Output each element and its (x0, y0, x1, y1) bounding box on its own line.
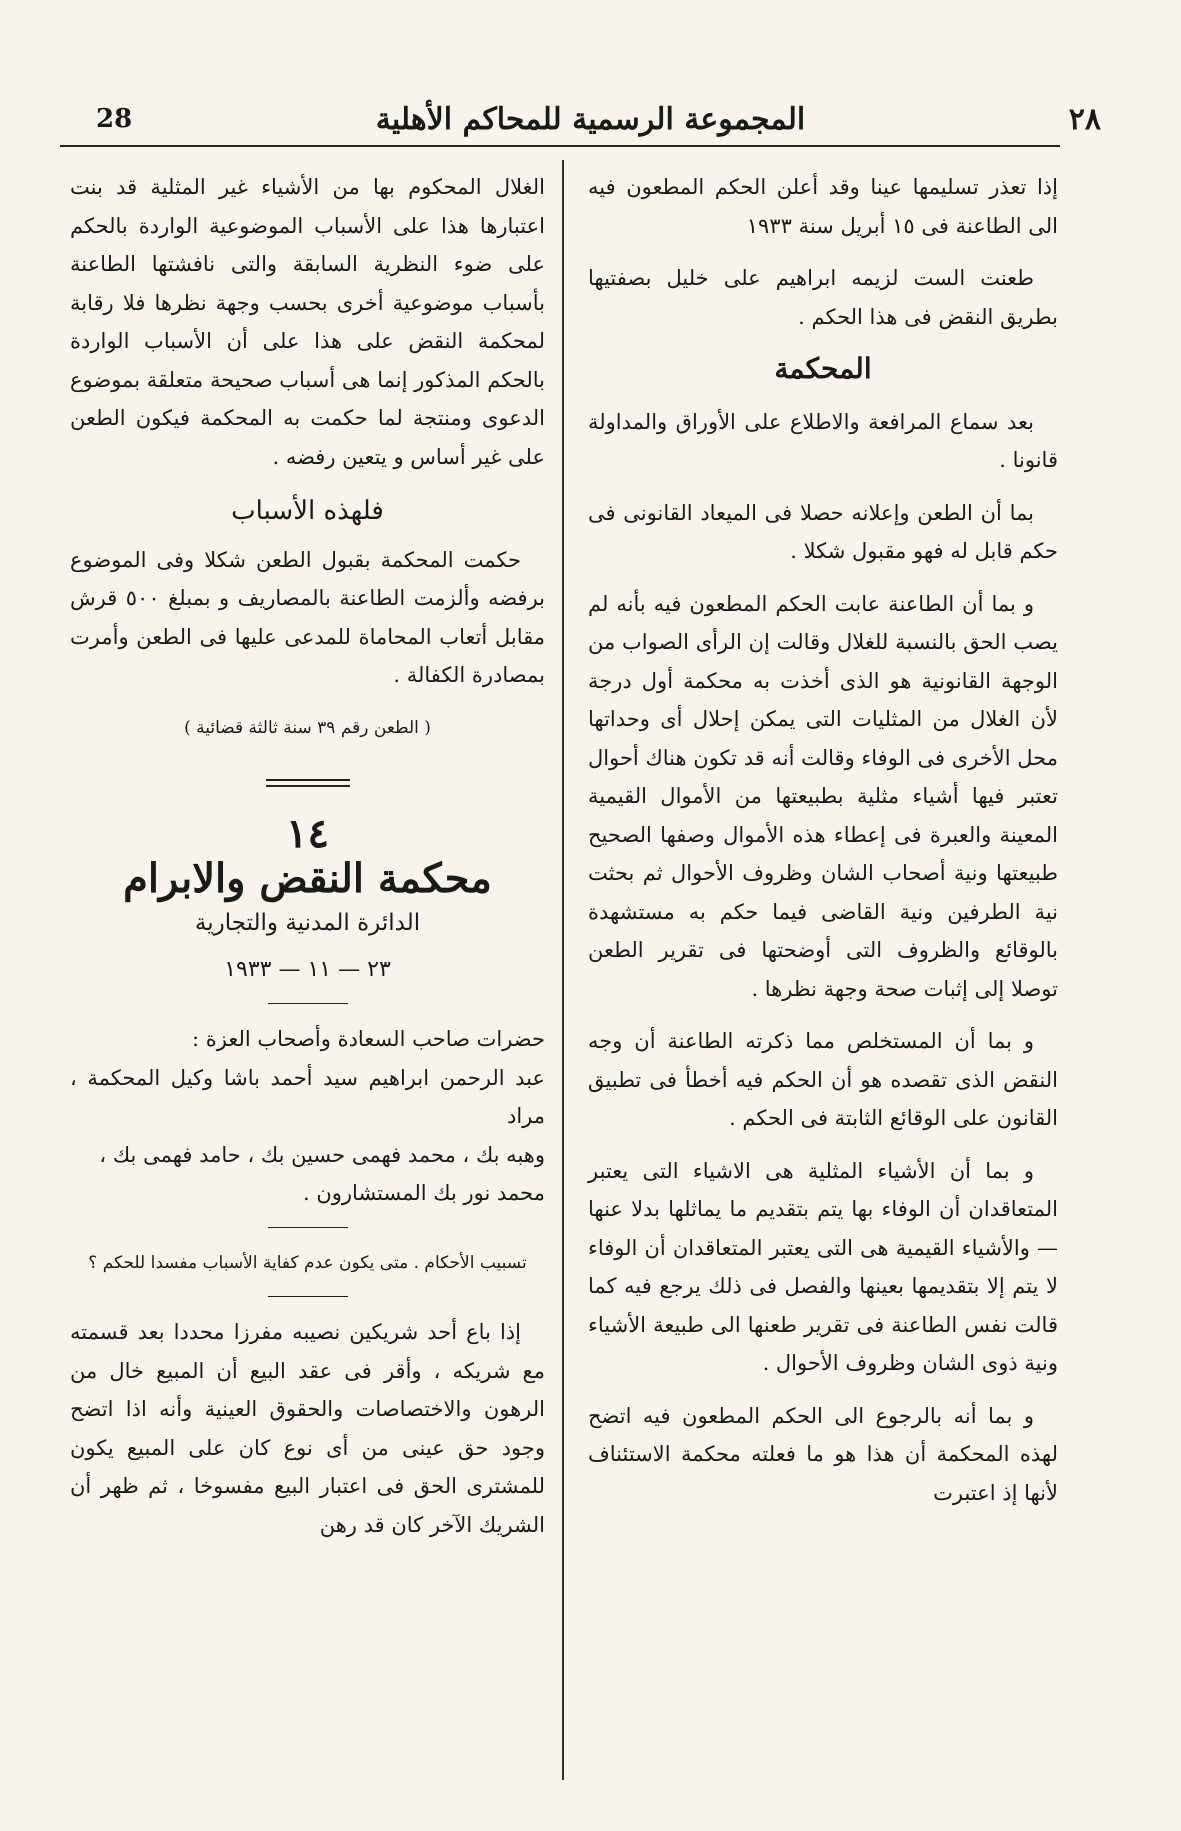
paragraph: و بما أن الطاعنة عابت الحكم المطعون فيه بأنه لم يصب الحق بالنسبة للغلال وقالت إن الرأى الصواب من الوجهة القانونية هو الذى أخذت به محكمة أول درجة لأن الغلال من المثليات التى يمكن إحلال أى وحداتها محل الأخرى فى الوفاء وقالت أنه قد تكون هناك أحوال تعتبر فيها أشياء مثلية بطبيعتها من الأموال القيمية المعينة والعبرة فى إعطاء هذه الأموال وصفها الصحيح طبيعتها ونية أصحاب الشان وظروف الأحوال ثم بحثت نية الطرفين ونية القاضى فيما حكم به مستشهدة بالوقائع والظروف التى أوضحتها فى تقرير الطعن توصلا إلى إثبات صحة وجهة نظرها . (588, 591, 1058, 1001)
judges-line: محمد نور بك المستشارون . (302, 1181, 545, 1205)
rule-divider (268, 1296, 348, 1297)
judges-line: عبد الرحمن ابراهيم سيد أحمد باشا وكيل المحكمة ، مراد (70, 1065, 545, 1128)
paragraph: بما أن الطعن وإعلانه حصلا فى الميعاد القانونى فى حكم قابل له فهو مقبول شكلا . (588, 500, 1058, 563)
paragraph: إذا باع أحد شريكين نصيبه مفرزا محددا بعد قسمته مع شريكه ، وأقر فى عقد البيع أن المبيع خال من الرهون والاختصاصات والحقوق العينية وأنه اذا اتضح وجود حق عينى من أى نوع كان على المبيع يكون للمشترى الحق فى اعتبار البيع مفسوخا ، ثم ظهر أن الشريك الآخر كان قد رهن (70, 1320, 545, 1537)
paragraph: و بما أنه بالرجوع الى الحكم المطعون فيه اتضح لهذه المحكمة أن هذا هو ما فعلته محكمة الاستئناف لأنها إذ اعتبرت (588, 1403, 1058, 1505)
journal-title: المجموعة الرسمية للمحاكم الأهلية (375, 102, 806, 137)
rule-divider (268, 1003, 348, 1004)
section-heading: المحكمة (774, 352, 872, 385)
page-header (70, 98, 1111, 148)
case-number: ١٤ (286, 810, 329, 857)
case-citation: ( الطعن رقم ٣٩ سنة ثالثة قضائية ) (184, 717, 431, 738)
judges-line: وهبه بك ، محمد فهمى حسين بك ، حامد فهمى بك ، (99, 1142, 545, 1167)
page-number-arabic: ٢٨ (1068, 102, 1101, 137)
headnote: تسبيب الأحكام . متى يكون عدم كفاية الأسباب مفسدا للحكم ؟ (88, 1252, 527, 1273)
paragraph: إذا تعذر تسليمها عينا وقد أعلن الحكم المطعون فيه الى الطاعنة فى ١٥ أبريل سنة ١٩٣٣ (588, 175, 1058, 238)
court-name: محكمة النقض والابرام (123, 854, 492, 902)
judges-intro: حضرات صاحب السعادة وأصحاب العزة : (191, 1027, 545, 1051)
page-number-latin: 28 (96, 104, 133, 134)
rule-divider (268, 1227, 348, 1228)
judges-block (70, 1020, 545, 1213)
paragraph: الغلال المحكوم بها من الأشياء غير المثلية قد بنت اعتبارها هذا على الأسباب الموضوعية الواردة بالحكم على ضوء النظرية السابقة والتى نافشتها الطاعنة بأسباب موضوعية أخرى بحسب وجهة نظرها فلا رقابة لمحكمة النقض على هذا على أن الأسباب الواردة بالحكم المذكور إنما هى أسباب صحيحة متعلقة بموضوع الدعوى ومنتجة لما حكمت به المحكمة فيكون الطعن على غير أساس و يتعين رفضه . (70, 175, 545, 469)
judgment-date: ٢٣ — ١١ — ١٩٣٣ (224, 956, 391, 982)
paragraph: طعنت الست لزيمه ابراهيم على خليل بصفتيها بطريق النقض فى هذا الحكم . (588, 266, 1058, 329)
left-column (70, 168, 545, 1558)
right-column (588, 168, 1058, 1526)
paragraph: و بما أن المستخلص مما ذكرته الطاعنة أن وجه النقض الذى تقصده هو أن الحكم فيه أخطأ فى تطبيق القانون على الوقائع الثابتة فى الحكم . (588, 1029, 1058, 1130)
double-rule-divider (266, 779, 350, 787)
column-divider (562, 160, 564, 1780)
header-rule (60, 145, 1060, 147)
section-heading: فلهذه الأسباب (231, 496, 384, 526)
paragraph: بعد سماع المرافعة والاطلاع على الأوراق والمداولة قانونا . (588, 409, 1058, 472)
court-circuit: الدائرة المدنية والتجارية (194, 910, 421, 936)
paragraph: و بما أن الأشياء المثلية هى الاشياء التى يعتبر المتعاقدان أن الوفاء بها يتم بتقديم ما يماثلها بدلا عنها — والأشياء القيمية هى التى يعتبر المتعاقدان أن الوفاء لا يتم إلا بتقديمها بعينها والفصل فى ذلك يرجع فيه كما قالت نفس الطاعنة فى تقرير طعنها الى طبيعة الأشياء ونية ذوى الشان وظروف الأحوال . (588, 1158, 1058, 1375)
paragraph: حكمت المحكمة بقبول الطعن شكلا وفى الموضوع برفضه وألزمت الطاعنة بالمصاريف و بمبلغ ٥٠٠ قرش مقابل أتعاب المحاماة للمدعى عليها فى الطعن وأمرت بمصادرة الكفالة . (70, 547, 546, 687)
